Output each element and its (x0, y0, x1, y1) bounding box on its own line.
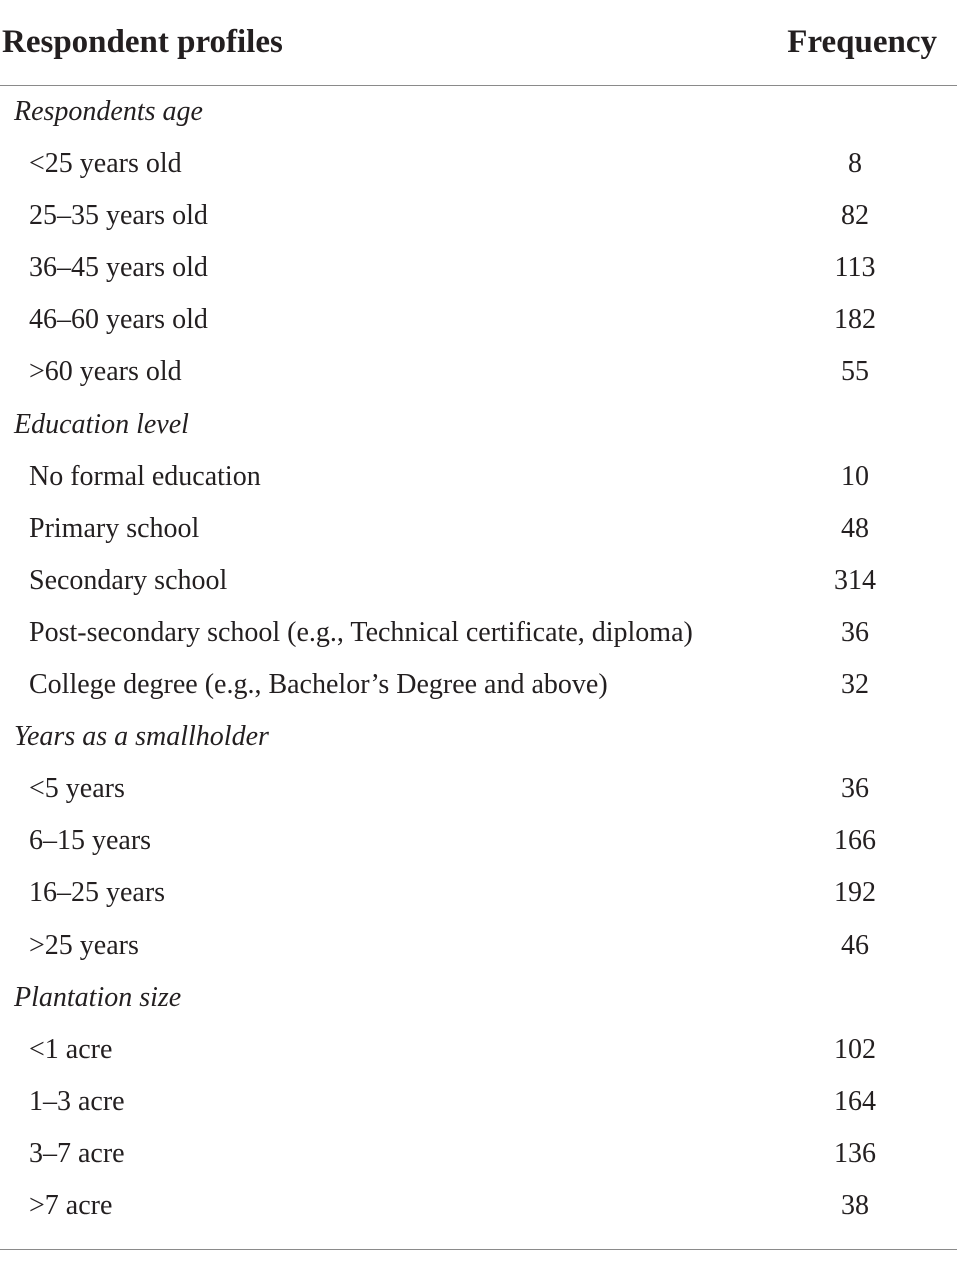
table-row (0, 346, 957, 398)
row-frequency: 10 (841, 460, 869, 492)
row-label: 16–25 years (29, 877, 166, 909)
table-row (0, 659, 957, 711)
row-label: Secondary school (29, 564, 228, 596)
table-row (0, 1076, 957, 1128)
table-row (0, 242, 957, 294)
table-row (0, 190, 957, 242)
section-row (0, 972, 957, 1024)
table-row (0, 920, 957, 972)
row-frequency: 8 (848, 148, 862, 180)
section-row (0, 86, 957, 138)
row-label: 36–45 years old (29, 252, 208, 284)
row-label: College degree (e.g., Bachelor’s Degree and above) (29, 669, 608, 701)
row-frequency: 166 (834, 825, 876, 857)
section-title: Years as a smallholder (14, 721, 269, 753)
row-frequency: 314 (834, 564, 876, 596)
row-frequency: 32 (841, 669, 869, 701)
row-frequency: 164 (834, 1085, 876, 1117)
row-frequency: 46 (841, 929, 869, 961)
table-row (0, 1128, 957, 1180)
row-label: >25 years (29, 929, 139, 961)
section-row (0, 399, 957, 451)
table-row (0, 867, 957, 919)
row-label: <1 acre (29, 1033, 113, 1065)
row-frequency: 182 (834, 304, 876, 336)
row-label: >60 years old (29, 356, 182, 388)
row-frequency: 82 (841, 200, 869, 232)
row-label: <5 years (29, 773, 125, 805)
row-label: <25 years old (29, 148, 182, 180)
row-frequency: 55 (841, 356, 869, 388)
row-frequency: 36 (841, 616, 869, 648)
table-row (0, 294, 957, 346)
table-row (0, 138, 957, 190)
section-row (0, 711, 957, 763)
table-body (0, 86, 957, 1232)
table-row (0, 1180, 957, 1232)
table-row (0, 607, 957, 659)
row-frequency: 192 (834, 877, 876, 909)
table-row (0, 555, 957, 607)
section-title: Education level (14, 408, 189, 440)
row-label: 3–7 acre (29, 1137, 125, 1169)
table-row (0, 815, 957, 867)
column-header-frequency: Frequency (787, 24, 937, 60)
row-label: 25–35 years old (29, 200, 208, 232)
row-label: 1–3 acre (29, 1085, 125, 1117)
section-title: Plantation size (14, 981, 182, 1013)
row-frequency: 36 (841, 773, 869, 805)
row-label: No formal education (29, 460, 261, 492)
table-row (0, 503, 957, 555)
row-label: Primary school (29, 512, 200, 544)
table-bottom-rule (0, 1249, 957, 1250)
row-frequency: 38 (841, 1189, 869, 1221)
table-row (0, 451, 957, 503)
row-frequency: 48 (841, 512, 869, 544)
row-frequency: 102 (834, 1033, 876, 1065)
row-label: >7 acre (29, 1189, 113, 1221)
row-frequency: 113 (834, 252, 876, 284)
table-row (0, 763, 957, 815)
row-label: 6–15 years (29, 825, 152, 857)
row-label: Post-secondary school (e.g., Technical certificate, diploma) (29, 616, 693, 648)
column-header-respondent-profiles: Respondent profiles (2, 24, 283, 60)
row-frequency: 136 (834, 1137, 876, 1169)
table-header (0, 0, 957, 86)
table-row (0, 1024, 957, 1076)
row-label: 46–60 years old (29, 304, 208, 336)
section-title: Respondents age (14, 96, 203, 127)
